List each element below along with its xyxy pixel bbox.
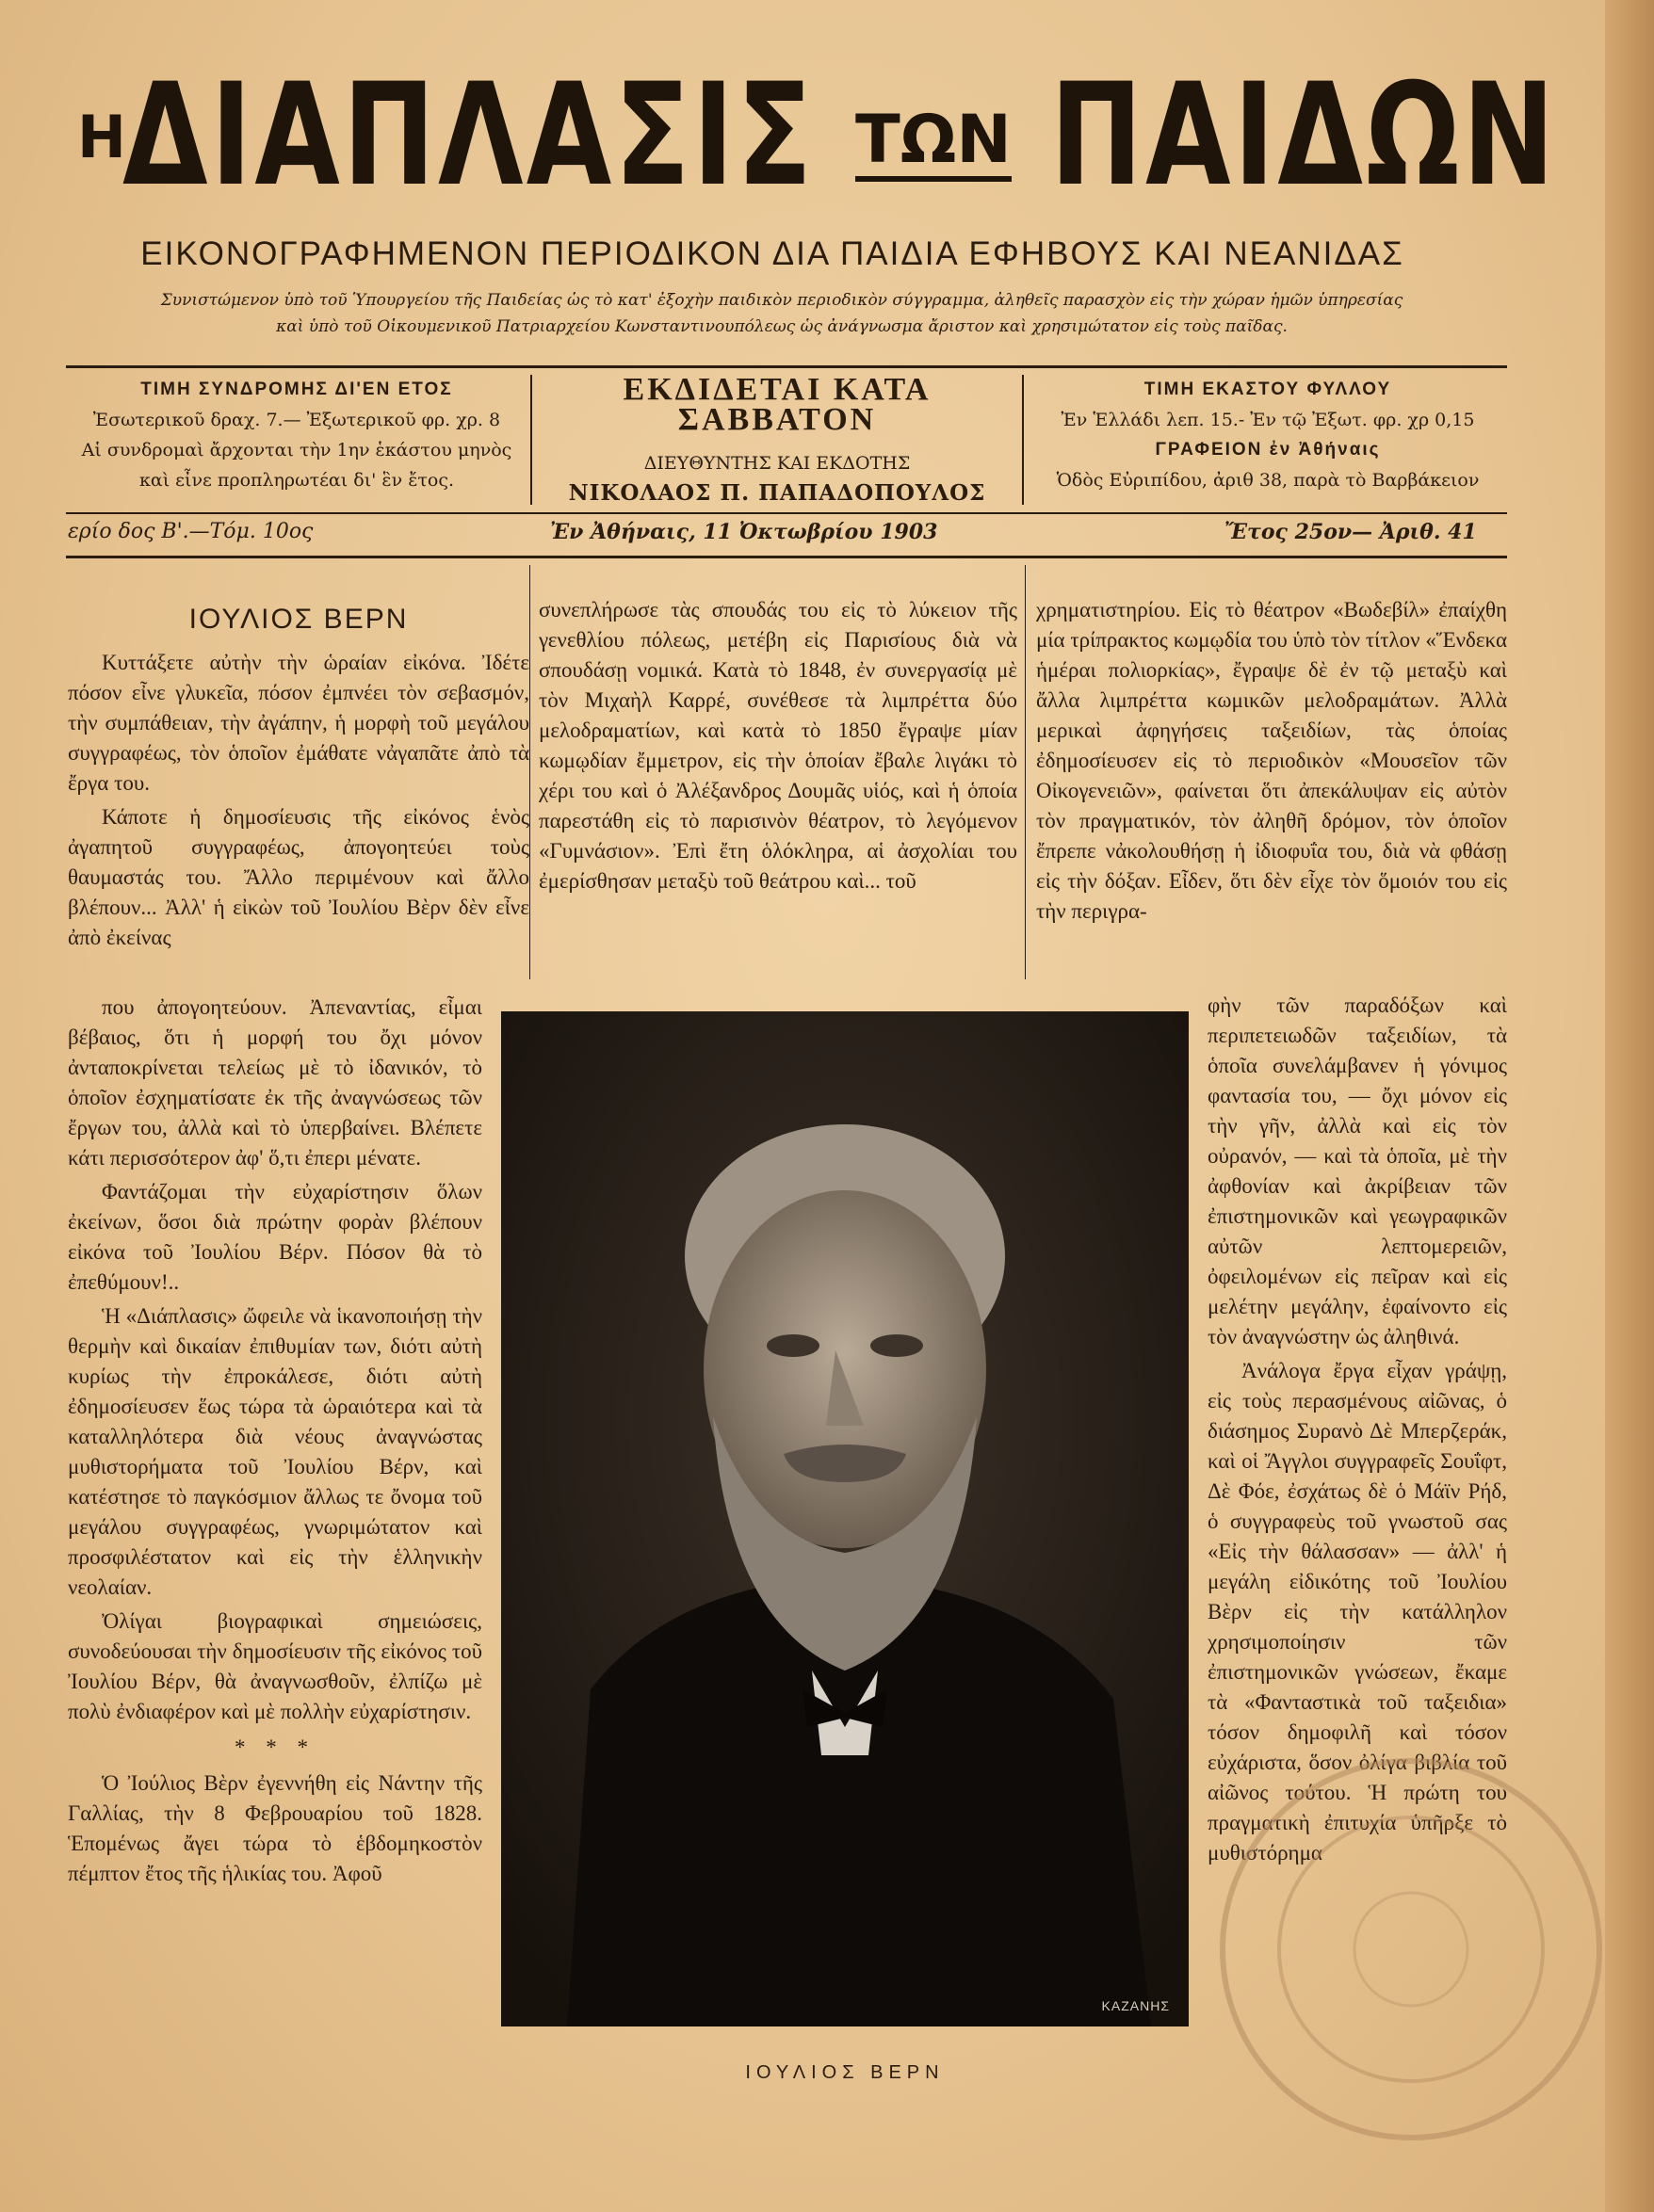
column-rule-2 xyxy=(1025,565,1026,979)
masthead-eta: Η xyxy=(77,103,126,171)
mid-rule xyxy=(66,512,1507,514)
subtitle: ΕΙΚΟΝΟΓΡΑΦΗΜΕΝΟΝ ΠΕΡΙΟΔΙΚΟΝ ΔΙΑ ΠΑΙΔΙΑ ΕΦΗΒΟΥΣ ΚΑΙ ΝΕΑΝΙΔΑΣ xyxy=(140,235,1404,272)
column-1-bottom xyxy=(68,993,482,1893)
masthead-diaplasis: ΔΙΑΠΛΑΣΙΣ xyxy=(122,54,816,218)
tagline-line-2: καὶ ὑπὸ τοῦ Οἰκουμενικοῦ Πατριαρχείου Κωνσταντινουπόλεως ὡς ἀνάγνωσμα ἄριστον καὶ χρησιμώτατον εἰς τοὺς παῖδας. xyxy=(276,317,1288,336)
price-values: Ἐν Ἑλλάδι λεπ. 15.- Ἐν τῷ Ἐξωτ. φρ. χρ 0,15 xyxy=(1061,410,1475,430)
dateline-issue: Ἔτος 25ον— Ἀριθ. 41 xyxy=(1224,520,1477,544)
article-title: ΙΟΥΛΙΟΣ ΒΕΡΝ xyxy=(188,604,409,635)
paragraph: Φαντάζομαι τὴν εὐχαρίστησιν ὅλων ἐκείνων, ὅσοι διὰ πρώτην φορὰν βλέπουν εἰκόνα τοῦ Ἰουλίου Βέρν. Πόσον θὰ τὸ ἐπεθύμουν!.. xyxy=(68,1180,482,1294)
paragraph: που ἀπογοητεύουν. Ἀπεναντίας, εἶμαι βέβαιος, ὅτι ἡ μορφή του ὄχι μόνον ἀνταποκρίνεται τελείως μὲ τὸ ἰδανικόν, τὸ ὁποῖον ἐσχηματίσατε ἐκ τῆς ἀναγνώσεως τῶν ἔργων του, ἀλλὰ καὶ τὸ ὑπερβαίνει. Βλέπετε κάτι περισσότερον ἀφ' ὅ,τι ἐπερι μένατε. xyxy=(68,995,482,1170)
publication-heading: ΕΚΔΙΔΕΤΑΙ ΚΑΤΑ ΣΑΒΒΑΤΟΝ xyxy=(623,372,932,437)
masthead-ton: ΤΩΝ xyxy=(855,106,1012,182)
dateline-date: Ἐν Ἀθήναις, 11 Ὀκτωβρίου 1903 xyxy=(550,520,938,544)
library-stamp xyxy=(1213,1752,1609,2147)
binding-edge xyxy=(1605,0,1654,2212)
subscription-box xyxy=(66,375,527,495)
info-divider-right xyxy=(1022,375,1024,505)
portrait-caption: ΙΟΥΛΙΟΣ ΒΕΡΝ xyxy=(745,2062,945,2083)
paragraph: Κυττάξετε αὐτὴν τὴν ὡραίαν εἰκόνα. Ἰδέτε πόσον εἶνε γλυκεῖα, πόσον ἐμπνέει τὸν σεβασμόν, τὴν συμπάθειαν, τὴν ἀγάπην, ἡ μορφὴ τοῦ μεγάλου συγγραφέως, τὸν ὁποῖον ἐμάθατε νἀγαπᾶτε ἀπὸ τὰ ἔργα του. xyxy=(68,651,529,795)
column-3-top xyxy=(1036,595,1507,930)
price-heading: ΤΙΜΗ ΕΚΑΣΤΟΥ ΦΥΛΛΟΥ xyxy=(1143,379,1392,399)
subscription-heading: ΤΙΜΗ ΣΥΝΔΡΟΜΗΣ ΔΙ'ΕΝ ΕΤΟΣ xyxy=(140,379,453,399)
section-stars: * * * xyxy=(235,1736,316,1759)
paragraph: χρηματιστηρίου. Εἰς τὸ θέατρον «Βωδεβίλ» ἐπαίχθη μία τρίπρακτος κωμῳδία του ὑπὸ τὸν τίτλον «Ἕνδεκα ἡμέραι πολιορκίας», ἔγραψε δὲ ἐν τῷ μεταξὺ καὶ ἄλλα λιμπρέττα κωμικῶν μελοδραμάτων. Ἀλλὰ μερικαὶ ἀφηγήσεις ταξειδίων, τὰς ὁποίας ἐδημοσίευσεν εἰς τὸ περιοδικὸν «Μουσεῖον τῶν Οἰκογενειῶν», φαίνεται ὅτι ἀπεκάλυψαν εἰς αὐτὸν τὸν πραγματικόν, τὸν ἀληθῆ δρόμον, τὸν ὁποῖον ἔπρεπε νἀκολουθήσῃ ἡ ἰδιοφυΐα του, διὰ νὰ φθάσῃ εἰς τὴν δόξαν. Εἶδεν, ὅτι δὲν εἶχε τὸν ὅμοιόν του εἰς τὴν περιγρα- xyxy=(1036,598,1507,923)
office-heading: ΓΡΑΦΕΙΟΝ ἐν Ἀθήναις xyxy=(1155,440,1381,460)
editor-label: ΔΙΕΥΘΥΝΤΗΣ ΚΑΙ ΕΚΔΟΤΗΣ xyxy=(643,453,911,474)
dateline-rule xyxy=(66,556,1507,558)
paragraph: Κάποτε ἡ δημοσίευσις τῆς εἰκόνος ἑνὸς ἀγαπητοῦ συγγραφέως, ἀπογοητεύει τοὺς θαυμαστάς του. Ἄλλο περιμένουν καὶ ἄλλο βλέπουν... Ἀλλ' ἡ εἰκὼν τοῦ Ἰουλίου Βὲρν δὲν εἶνε ἀπὸ ἐκείνας xyxy=(68,805,529,949)
column-rule-1 xyxy=(529,565,530,979)
column-1-top xyxy=(68,595,529,957)
masthead xyxy=(66,54,1558,231)
subscription-note-2: καὶ εἶνε προπληρωτέαι δι' ἓν ἔτος. xyxy=(138,470,455,491)
editor-name: ΝΙΚΟΛΑΟΣ Π. ΠΑΠΑΔΟΠΟΥΛΟΣ xyxy=(568,480,986,506)
info-divider-left xyxy=(530,375,532,505)
jules-verne-portrait xyxy=(501,1011,1189,2026)
price-box xyxy=(1029,375,1507,495)
paragraph: Ὀλίγαι βιογραφικαὶ σημειώσεις, συνοδεύουσαι τὴν δημοσίευσιν τῆς εἰκόνος τοῦ Ἰουλίου Βέρν, θὰ ἀναγνωσθοῦν, ἐλπίζω μὲ πολὺ ἐνδιαφέρον καὶ μὲ πολλὴν εὐχαρίστησιν. xyxy=(68,1609,482,1723)
portrait-photo xyxy=(501,1011,1189,2026)
masthead-paidon: ΠΑΙΔΩΝ xyxy=(1050,54,1558,218)
tagline xyxy=(66,287,1498,340)
top-rule xyxy=(66,365,1507,368)
engraver-signature: ΚΑΖΑΝΗΣ xyxy=(1101,1998,1170,2013)
column-2 xyxy=(539,595,1017,900)
paragraph: συνεπλήρωσε τὰς σπουδάς του εἰς τὸ λύκειον τῆς γενεθλίου πόλεως, μετέβη εἰς Παρισίους διὰ νὰ σπουδάσῃ νομικά. Κατὰ τὸ 1848, ἐν συνεργασίᾳ μὲ τὸν Μιχαὴλ Καρρέ, συνέθεσε τὰ λιμπρέττα δύο μελοδραματίων, καὶ κατὰ τὸ 1850 ἔγραψε μίαν κωμῳδίαν ἔμμετρον, εἰς τὴν ὁποίαν ἔβαλε λιγάκι τὸ χέρι του καὶ ὁ Ἀλέξανδρος Δουμᾶς υἱός, καὶ ἡ ὁποία παρεστάθη εἰς τὸ παρισινὸν θέατρον, τὸ λεγόμενον «Γυμνάσιον». Ἐπὶ ἔτη ὁλόκληρα, αἱ ἀσχολίαι του ἐμερίσθησαν μεταξὺ τοῦ θεάτρου καὶ... τοῦ xyxy=(539,598,1017,893)
paragraph: Ὁ Ἰούλιος Βὲρν ἐγεννήθη εἰς Νάντην τῆς Γαλλίας, τὴν 8 Φεβρουαρίου τοῦ 1828. Ἑπομένως ἄγει τώρα τὸ ἑβδομηκοστὸν πέμπτον ἔτος τῆς ἡλικίας του. Ἀφοῦ xyxy=(68,1771,482,1885)
paragraph: Ἡ «Διάπλασις» ὤφειλε νὰ ἱκανοποιήσῃ τὴν θερμὴν καὶ δικαίαν ἐπιθυμίαν των, διότι αὐτὴ κυρίως τὴν ἐπροκάλεσε, διότι αὐτὴ ἐδημοσίευσεν ἕως τώρα τὰ ὡραιότερα καὶ τὰ καταλληλότερα διὰ νέους ἀναγνώστας μυθιστορήματα τοῦ Ἰουλίου Βέρν, καὶ κατέστησε τὸ παγκόσμιον ἄλλως τε ὄνομα τοῦ μεγάλου συγγραφέως, γνωριμώτατον καὶ προσφιλέστατον καὶ εἰς τὴν ἑλληνικὴν νεολαίαν. xyxy=(68,1304,482,1599)
subscription-prices: Ἐσωτερικοῦ δραχ. 7.— Ἐξωτερικοῦ φρ. χρ. 8 xyxy=(92,410,501,430)
subscription-note-1: Αἱ συνδρομαὶ ἄρχονται τὴν 1ην ἑκάστου μηνὸς xyxy=(81,440,512,460)
column-3-bottom xyxy=(1208,991,1507,1872)
tagline-line-1: Συνιστώμενον ὑπὸ τοῦ Ὑπουργείου τῆς Παιδείας ὡς τὸ κατ' ἐξοχὴν παιδικὸν περιοδικὸν σύγγραμμα, ἀληθεῖς παρασχὸν εἰς τὴν χώραν ἡμῶν ὑπηρεσίας xyxy=(160,291,1403,310)
publication-box xyxy=(537,372,1017,509)
office-address: Ὁδὸς Εὐριπίδου, ἀριθ 38, παρὰ τὸ Βαρβάκειον xyxy=(1056,470,1480,491)
paragraph: φὴν τῶν παραδόξων καὶ περιπετειωδῶν ταξειδίων, τὰ ὁποῖα συνελάμβανεν ἡ γόνιμος φαντασία του, — ὄχι μόνον εἰς τὴν γῆν, ἀλλὰ καὶ εἰς τὸν οὐρανόν, — καὶ τὰ ὁποῖα, μὲ τὴν ἀφθονίαν καὶ ἀκρίβειαν τῶν ἐπιστημονικῶν καὶ γεωγραφικῶν αὐτῶν λεπτομερειῶν, ὀφειλομένων εἰς πεῖραν καὶ εἰς μελέτην μεγάλην, ἐφαίνοντο εἰς τὸν ἀναγνώστην ὡς ἀληθινά. xyxy=(1208,993,1507,1348)
paragraph: Ἀνάλογα ἔργα εἶχαν γράψῃ, εἰς τοὺς περασμένους αἰῶνας, ὁ διάσημος Συρανὸ Δὲ Μπερζεράκ, καὶ οἱ Ἄγγλοι συγγραφεῖς Σουΐφτ, Δὲ Φόε, ἐσχάτως δὲ ὁ Μάϊν Ρήδ, ὁ συγγραφεὺς τοῦ γνωστοῦ σας «Εἰς τὴν θάλασσαν» — ἀλλ' ἡ μεγάλη εἰδικότης τοῦ Ἰουλίου Βὲρν εἰς τὴν κατάλληλον χρησιμοποίησιν τῶν ἐπιστημονικῶν γνώσεων, ἔκαμε τὰ «Φανταστικὰ τοῦ ταξειδια» τόσον δημοφιλῆ καὶ τόσον εὐχάριστα, ὅσον ὀλίγα βιβλία τοῦ αἰῶνος τούτου. Ἡ πρώτη του πραγματικὴ ἐπιτυχία ὑπῆρξε τὸ μυθιστόρημα xyxy=(1208,1359,1507,1865)
dateline-volume: ερίο δος Β'.—Τόμ. 10ος xyxy=(68,520,314,543)
